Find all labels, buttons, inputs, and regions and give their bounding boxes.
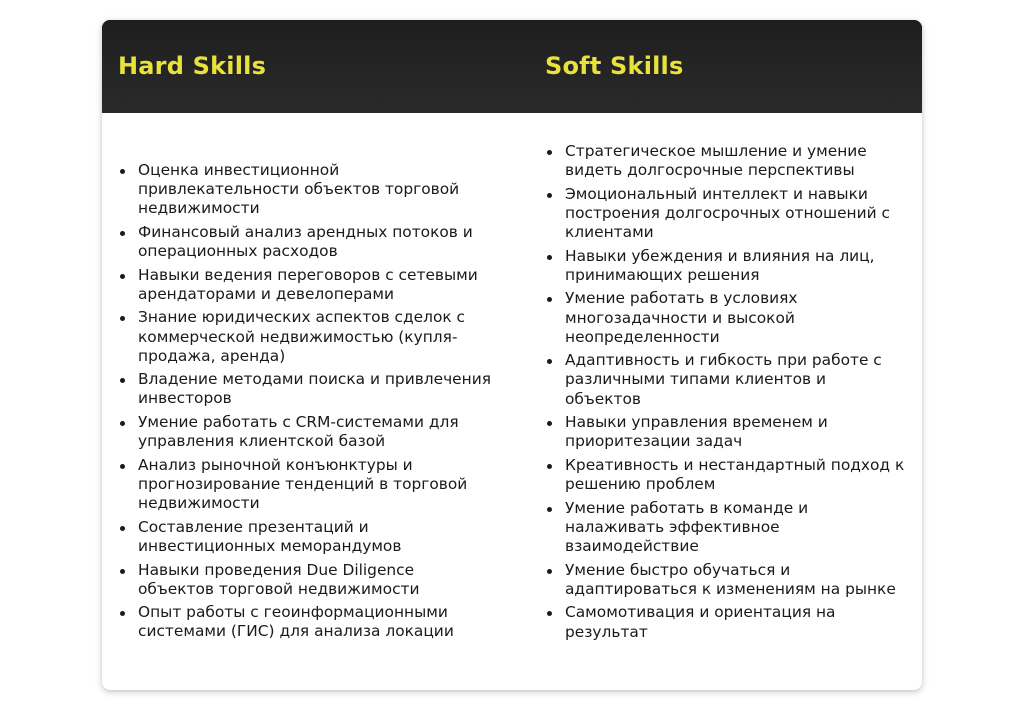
skills-card [102, 20, 922, 690]
hard-skill-item: Составление презентаций и инвестиционных меморандумов [118, 518, 493, 556]
card-header [102, 20, 922, 113]
soft-skill-item: Эмоциональный интеллект и навыки построения долгосрочных отношений с клиентами [545, 185, 905, 242]
soft-skills-title: Soft Skills [545, 52, 684, 80]
hard-skill-item: Финансовый анализ арендных потоков и операционных расходов [118, 223, 493, 261]
hard-skills-title: Hard Skills [118, 52, 267, 80]
soft-skill-item: Креативность и нестандартный подход к решению проблем [545, 456, 905, 494]
hard-skill-item: Умение работать с CRM-системами для управления клиентской базой [118, 413, 493, 451]
hard-skill-item: Владение методами поиска и привлечения инвесторов [118, 370, 493, 408]
soft-skill-item: Самомотивация и ориентация на результат [545, 603, 905, 641]
hard-skill-item: Опыт работы с геоинформационными системами (ГИС) для анализа локации [118, 603, 493, 641]
soft-skill-item: Стратегическое мышление и умение видеть долгосрочные перспективы [545, 142, 905, 180]
soft-skill-item: Навыки убеждения и влияния на лиц, принимающих решения [545, 247, 905, 285]
soft-skill-item: Умение работать в команде и налаживать эффективное взаимодействие [545, 499, 905, 556]
hard-skill-item: Знание юридических аспектов сделок с коммерческой недвижимостью (купля-продажа, аренда) [118, 308, 493, 365]
soft-skill-item: Адаптивность и гибкость при работе с различными типами клиентов и объектов [545, 351, 905, 408]
hard-skill-item: Навыки ведения переговоров с сетевыми арендаторами и девелоперами [118, 266, 493, 304]
soft-skill-item: Умение быстро обучаться и адаптироваться к изменениям на рынке [545, 561, 905, 599]
soft-skills-list [545, 142, 905, 646]
hard-skill-item: Анализ рыночной конъюнктуры и прогнозирование тенденций в торговой недвижимости [118, 456, 493, 513]
soft-skill-item: Навыки управления временем и приоритезации задач [545, 413, 905, 451]
hard-skills-list [118, 161, 493, 646]
hard-skill-item: Оценка инвестиционной привлекательности объектов торговой недвижимости [118, 161, 493, 218]
hard-skill-item: Навыки проведения Due Diligence объектов торговой недвижимости [118, 561, 493, 599]
soft-skill-item: Умение работать в условиях многозадачности и высокой неопределенности [545, 289, 905, 346]
